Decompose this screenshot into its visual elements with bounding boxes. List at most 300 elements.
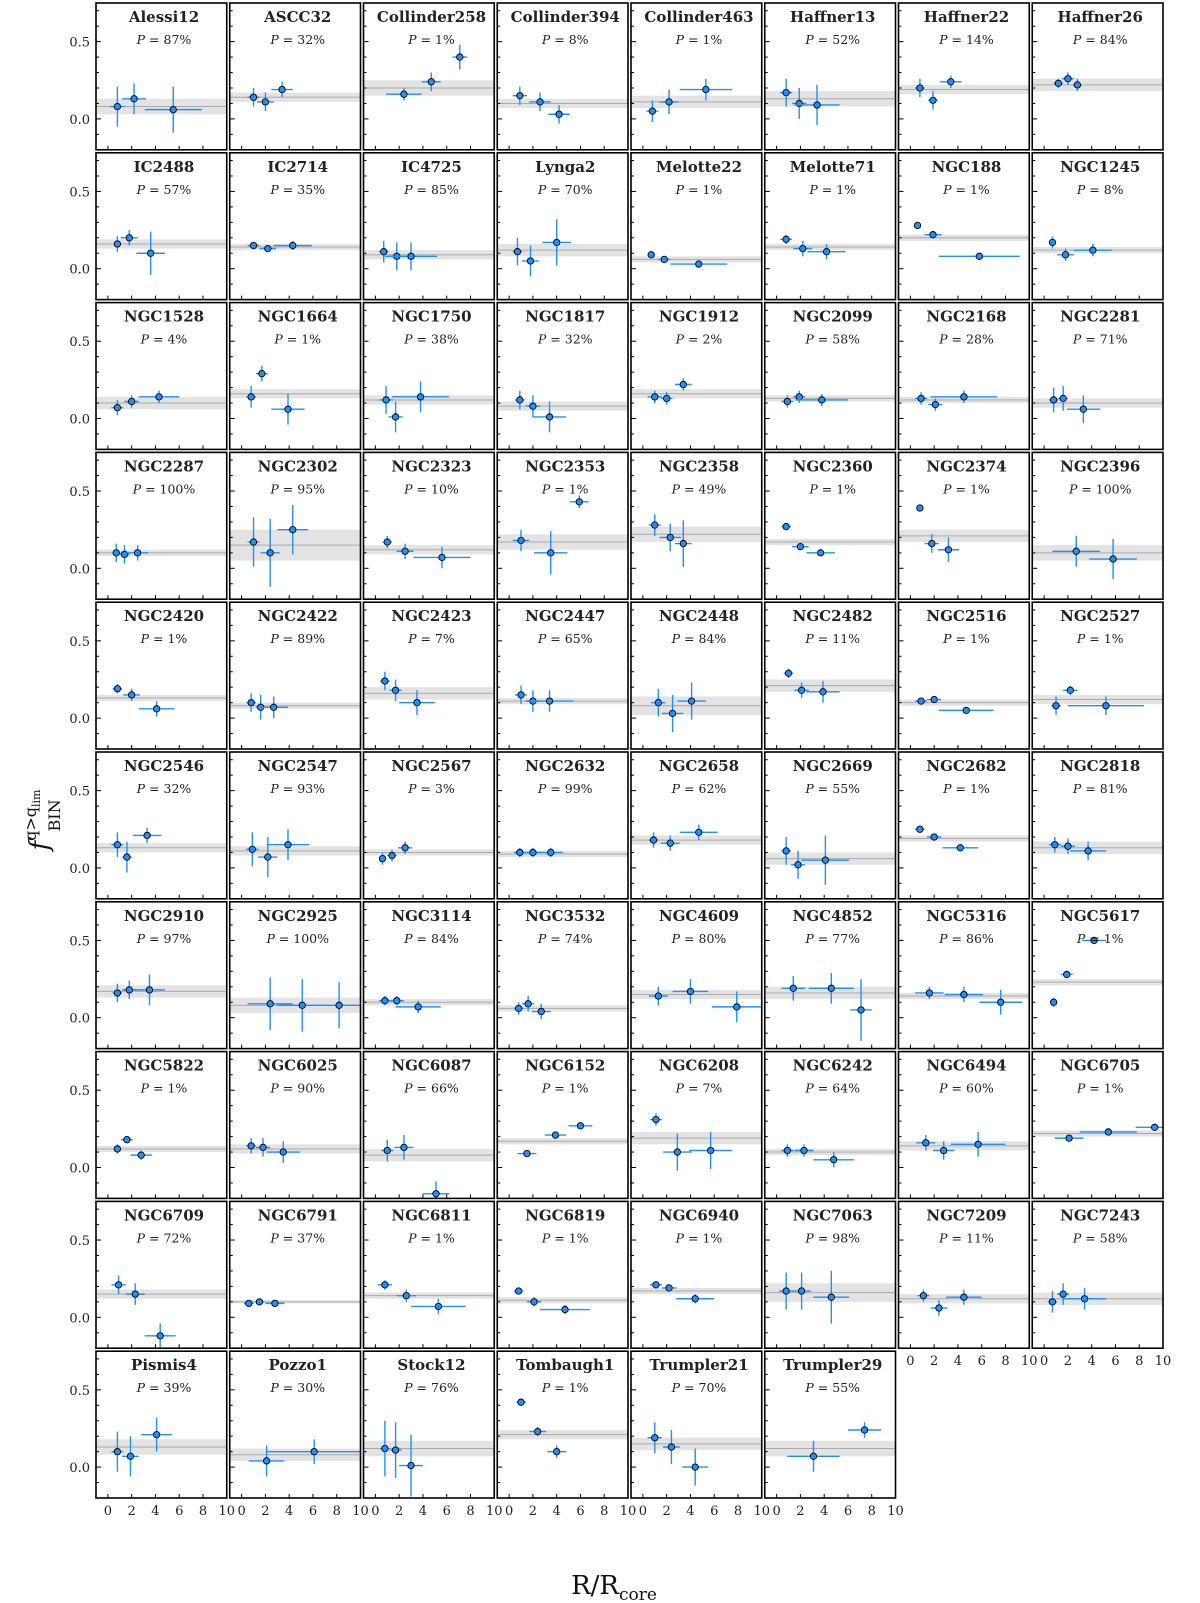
plot-area: [631, 514, 762, 567]
point-marker: [515, 1288, 521, 1294]
panel-alessi12: [69, 3, 226, 150]
point-marker: [114, 103, 120, 109]
point-marker: [556, 111, 562, 117]
point-marker: [256, 1299, 262, 1305]
point-marker: [917, 85, 923, 91]
data-point: [915, 826, 925, 832]
panel-ngc2527: [1032, 602, 1163, 749]
x-tick-label: 10: [218, 1504, 236, 1519]
plot-area: [364, 536, 495, 568]
data-point: [136, 232, 165, 275]
plot-area: [364, 381, 495, 432]
panel-title: NGC2818: [1060, 757, 1141, 775]
data-point: [1063, 1288, 1106, 1310]
panel-ngc7063: [765, 1201, 896, 1348]
plot-area: [765, 391, 896, 408]
point-marker: [392, 414, 398, 420]
plot-area: [96, 1136, 227, 1159]
data-point: [526, 395, 540, 417]
p-value: P = 66%: [404, 1080, 459, 1096]
point-marker: [797, 543, 803, 549]
panel-ngc1245: [1032, 153, 1163, 300]
point-marker: [517, 93, 523, 99]
data-point: [1049, 388, 1059, 413]
panel-title: NGC7063: [792, 1206, 873, 1225]
panel-ic2488: [69, 153, 226, 300]
point-marker: [250, 94, 256, 100]
x-tick-label: 6: [308, 1504, 318, 1519]
panel-collinder463: [631, 3, 762, 150]
p-value: P = 100%: [132, 481, 196, 497]
p-value: P = 1%: [675, 1230, 723, 1246]
data-point: [133, 828, 162, 843]
y-tick-label: 0.5: [69, 934, 90, 950]
point-marker: [548, 550, 554, 556]
plot-area: [631, 252, 762, 268]
point-marker: [861, 1427, 867, 1433]
point-marker: [384, 1147, 390, 1153]
data-point: [256, 1138, 270, 1157]
panel-ngc2099: [765, 303, 896, 450]
point-marker: [674, 1149, 680, 1155]
plot-area: [497, 219, 628, 276]
x-tick-label: 2: [261, 1504, 270, 1519]
x-tick-label: 6: [843, 1504, 853, 1519]
plot-area: [1032, 1124, 1173, 1141]
p-value: P = 84%: [1072, 32, 1128, 47]
data-point: [517, 1150, 536, 1156]
point-marker: [417, 394, 423, 400]
x-tick-label: 0: [906, 1354, 915, 1370]
plot-area: [364, 45, 495, 101]
point-marker: [830, 1157, 836, 1163]
point-marker: [917, 505, 923, 511]
data-point: [676, 1294, 714, 1303]
point-marker: [932, 401, 938, 407]
data-point: [1089, 539, 1137, 579]
p-value: P = 1%: [943, 781, 990, 796]
plot-area: [899, 76, 1030, 110]
plot-area: [364, 241, 495, 270]
panel-title: NGC4852: [792, 906, 873, 925]
x-tick-label: 0: [237, 1504, 246, 1519]
x-tick-label: 2: [528, 1504, 538, 1519]
y-tick-label: 0.0: [69, 412, 90, 428]
point-marker: [687, 988, 693, 994]
x-tick-label: 0: [638, 1504, 648, 1519]
plot-area: [230, 1299, 361, 1307]
point-marker: [688, 698, 694, 704]
point-marker: [114, 1448, 120, 1454]
panel-title: Melotte71: [789, 157, 876, 176]
plot-area: [1032, 386, 1163, 423]
x-tick-label: 6: [710, 1504, 719, 1519]
x-tick-label: 8: [600, 1504, 609, 1519]
point-marker: [783, 236, 789, 242]
data-point: [793, 241, 812, 256]
panel-title: NGC1664: [257, 307, 338, 326]
panel-title: NGC2420: [123, 607, 205, 626]
x-tick-label: 8: [1135, 1354, 1144, 1370]
point-marker: [392, 687, 398, 693]
panel-ngc6709: [69, 1201, 226, 1348]
point-marker: [401, 91, 407, 97]
data-point: [261, 519, 280, 587]
plot-area: [765, 835, 896, 884]
point-marker: [918, 395, 924, 401]
panel-ngc2168: [899, 303, 1030, 450]
panel-title: NGC2287: [123, 457, 205, 476]
point-marker: [957, 845, 963, 851]
plot-area: [631, 1113, 762, 1170]
panel-ngc1664: [230, 303, 361, 450]
point-marker: [272, 1300, 278, 1306]
plot-area: [899, 505, 1030, 562]
point-marker: [707, 1147, 713, 1153]
point-marker: [156, 394, 162, 400]
data-point: [806, 550, 835, 556]
plot-area: [765, 1422, 896, 1471]
p-value: P = 74%: [537, 930, 593, 946]
point-marker: [817, 550, 823, 556]
point-marker: [394, 997, 400, 1003]
point-marker: [248, 699, 254, 705]
panel-ic4725: [364, 153, 495, 300]
plot-area: [96, 544, 227, 564]
plot-area: [899, 987, 1030, 1015]
plot-area: [765, 1271, 896, 1324]
point-marker: [114, 1146, 120, 1152]
p-value: P = 11%: [805, 631, 861, 647]
point-marker: [1049, 1299, 1055, 1305]
point-marker: [926, 990, 932, 996]
point-marker: [783, 523, 789, 529]
point-marker: [514, 248, 520, 254]
point-marker: [146, 987, 152, 993]
plot-area: [631, 79, 762, 122]
point-marker: [524, 1150, 530, 1156]
data-point: [246, 693, 256, 712]
p-value: P = 1%: [943, 181, 990, 197]
panel-melotte71: [765, 153, 896, 300]
point-marker: [931, 834, 937, 840]
panel-ngc5617: [1032, 902, 1163, 1049]
point-marker: [433, 1191, 439, 1197]
p-value: P = 84%: [404, 930, 459, 946]
plot-area: [230, 978, 366, 1032]
panel-ngc2353: [497, 452, 628, 599]
data-point: [127, 545, 148, 560]
point-marker: [114, 842, 120, 848]
panel-title: NGC7243: [1060, 1206, 1141, 1225]
panel-ngc2281: [1032, 303, 1163, 450]
x-tick-label: 6: [442, 1504, 451, 1519]
panel-ngc6152: [497, 1052, 628, 1199]
panel-ngc2482: [765, 602, 896, 749]
data-point: [916, 505, 923, 511]
point-marker: [653, 1116, 659, 1122]
point-marker: [823, 248, 829, 254]
x-tick-label: 8: [1001, 1354, 1010, 1370]
p-value: P = 1%: [541, 1230, 589, 1246]
data-point: [392, 381, 449, 412]
point-marker: [801, 1147, 807, 1153]
panel-title: Collinder463: [644, 8, 754, 26]
x-tick-label: 4: [151, 1504, 160, 1519]
data-point: [547, 1445, 566, 1457]
point-marker: [457, 54, 463, 60]
plot-area: [96, 83, 227, 132]
panel-ngc2925: [230, 902, 366, 1049]
p-value: P = 87%: [136, 32, 192, 47]
p-value: P = 1%: [1076, 631, 1124, 647]
point-marker: [1060, 395, 1066, 401]
point-marker: [828, 985, 834, 991]
panel-title: NGC2516: [926, 607, 1007, 626]
data-point: [248, 88, 260, 107]
panel-title: NGC6242: [792, 1056, 873, 1075]
panel-title: Pismis4: [131, 1356, 197, 1375]
p-value: P = 1%: [1076, 930, 1124, 946]
plot-area: [899, 696, 1030, 713]
data-point: [113, 684, 123, 693]
data-point: [113, 544, 120, 563]
data-point: [453, 45, 467, 70]
p-value: P = 1%: [140, 631, 188, 647]
panel-ngc2422: [230, 602, 361, 749]
point-marker: [784, 1147, 790, 1153]
plot-area: [497, 86, 628, 123]
data-point: [121, 1136, 133, 1142]
x-tick-label: 10: [1154, 1354, 1172, 1370]
x-tick-label: 2: [1063, 1354, 1073, 1370]
point-marker: [127, 1453, 133, 1459]
point-marker: [655, 993, 661, 999]
panel-pozzo1: [230, 1351, 362, 1498]
panel-ngc2358: [631, 452, 762, 599]
data-point: [569, 1123, 593, 1129]
point-marker: [115, 1282, 121, 1288]
p-value: P = 1%: [408, 32, 455, 47]
p-value: P = 1%: [809, 481, 857, 497]
point-marker: [515, 1005, 521, 1011]
data-point: [134, 974, 165, 1005]
plot-area: [497, 848, 628, 857]
point-marker: [250, 242, 256, 248]
panel-ngc4852: [765, 902, 896, 1049]
point-marker: [553, 239, 559, 245]
point-marker: [131, 96, 137, 102]
data-point: [111, 832, 123, 857]
plot-area: [497, 686, 628, 712]
p-value: P = 1%: [675, 181, 723, 197]
x-tick-label: 4: [820, 1504, 829, 1519]
point-marker: [552, 1132, 558, 1138]
point-marker: [534, 1428, 540, 1434]
panel-ngc2567: [364, 752, 495, 899]
x-tick-label: 10: [753, 1504, 771, 1519]
point-marker: [1066, 1135, 1072, 1141]
point-marker: [114, 404, 120, 410]
point-marker: [1151, 1124, 1157, 1130]
panel-title: NGC3114: [391, 906, 472, 925]
data-point: [675, 378, 692, 390]
p-value: P = 70%: [537, 181, 593, 197]
point-marker: [680, 381, 686, 387]
point-marker: [527, 258, 533, 264]
panel-ngc2658: [631, 752, 762, 899]
plot-area: [1032, 686, 1163, 715]
p-value: P = 100%: [266, 930, 330, 946]
panel-ascc32: [230, 3, 361, 150]
point-marker: [389, 852, 395, 858]
x-tick-label: 4: [686, 1504, 695, 1519]
x-tick-label: 10: [619, 1504, 637, 1519]
point-marker: [279, 86, 285, 92]
point-marker: [649, 108, 655, 114]
point-marker: [147, 250, 153, 256]
panel-ngc6208: [631, 1052, 762, 1199]
point-marker: [810, 1453, 816, 1459]
panel-trumpler21: [631, 1351, 762, 1498]
panel-ngc2516: [899, 602, 1030, 749]
data-point: [780, 235, 792, 244]
panel-ngc1817: [497, 303, 628, 450]
panel-title: NGC5822: [123, 1056, 205, 1075]
panel-title: IC2714: [267, 157, 329, 176]
point-marker: [267, 550, 273, 556]
panel-ngc6494: [899, 1052, 1030, 1199]
panel-ngc6025: [230, 1052, 361, 1199]
point-marker: [692, 1464, 698, 1470]
point-marker: [795, 862, 801, 868]
panel-title: Alessi12: [128, 8, 200, 26]
data-point: [781, 523, 791, 529]
panel-ngc6705: [1032, 1052, 1173, 1199]
data-point: [663, 1430, 680, 1464]
x-tick-label: 0: [1039, 1354, 1049, 1370]
data-point: [813, 1271, 849, 1324]
point-marker: [402, 548, 408, 554]
panel-title: NGC1750: [391, 307, 472, 326]
point-marker: [918, 698, 924, 704]
point-marker: [1105, 1129, 1111, 1135]
p-value: P = 58%: [1072, 1230, 1128, 1246]
point-marker: [382, 1445, 388, 1451]
plot-area: [765, 973, 896, 1041]
panel-title: NGC2396: [1060, 457, 1141, 476]
p-value: P = 100%: [1068, 481, 1132, 497]
plot-area: [1032, 837, 1163, 860]
panel-ngc2302: [230, 452, 361, 599]
plot-area: [497, 996, 628, 1019]
point-marker: [1065, 843, 1071, 849]
x-tick-label: 4: [953, 1354, 963, 1370]
point-marker: [138, 1152, 144, 1158]
x-tick-label: 8: [466, 1504, 475, 1519]
point-marker: [530, 403, 536, 409]
plot-area: [765, 523, 896, 556]
data-point: [660, 90, 679, 115]
point-marker: [132, 1291, 138, 1297]
x-tick-label: 4: [418, 1504, 428, 1519]
y-tick-label: 0.5: [69, 1084, 90, 1100]
panel-ngc5316: [899, 902, 1030, 1049]
panel-ngc2546: [69, 752, 226, 899]
panel-tombaugh1: [497, 1351, 628, 1498]
p-value: P = 28%: [939, 331, 994, 347]
y-tick-label: 0.0: [69, 1311, 90, 1327]
panel-title: NGC2682: [926, 757, 1007, 775]
panel-title: NGC2099: [792, 307, 873, 326]
plot-area: [364, 1421, 495, 1497]
panel-title: NGC188: [931, 157, 1002, 176]
p-value: P = 49%: [671, 481, 727, 497]
p-value: P = 1%: [140, 1080, 188, 1096]
point-marker: [262, 99, 268, 105]
point-marker: [259, 370, 265, 376]
plot-area: [497, 496, 628, 575]
point-marker: [663, 395, 669, 401]
p-value: P = 8%: [541, 32, 589, 47]
panel-title: Stock12: [397, 1356, 466, 1375]
point-marker: [538, 1008, 544, 1014]
panel-ngc6242: [765, 1052, 896, 1199]
x-tick-label: 2: [930, 1354, 939, 1370]
panel-title: NGC2447: [525, 607, 606, 626]
point-marker: [648, 252, 654, 258]
data-point: [110, 86, 124, 126]
point-marker: [518, 537, 524, 543]
point-marker: [392, 1447, 398, 1453]
point-marker: [530, 849, 536, 855]
point-marker: [124, 1136, 130, 1142]
data-point: [385, 242, 437, 270]
panel-title: Collinder258: [376, 8, 487, 26]
point-marker: [408, 253, 414, 259]
point-marker: [976, 253, 982, 259]
point-marker: [1080, 406, 1086, 412]
panel-ngc2420: [69, 602, 226, 749]
p-value: P = 39%: [136, 1380, 192, 1396]
panel-title: NGC6709: [123, 1206, 205, 1225]
panel-title: ASCC32: [264, 8, 332, 26]
point-marker: [250, 539, 256, 545]
p-value: P = 8%: [1076, 181, 1124, 197]
point-marker: [290, 242, 296, 248]
point-marker: [1090, 247, 1096, 253]
panel-title: NGC2632: [525, 757, 606, 775]
y-tick-label: 0.0: [69, 262, 90, 278]
data-point: [915, 79, 925, 98]
point-marker: [1050, 397, 1056, 403]
panel-title: NGC2168: [926, 307, 1007, 326]
panel-title: NGC2353: [525, 457, 606, 476]
panel-ngc2360: [765, 452, 896, 599]
point-marker: [246, 1300, 252, 1306]
point-marker: [858, 1007, 864, 1013]
panel-collinder258: [364, 3, 495, 150]
p-value: P = 37%: [270, 1230, 326, 1246]
p-value: P = 99%: [537, 781, 593, 796]
panel-haffner13: [765, 3, 896, 150]
data-point: [514, 1002, 524, 1014]
panel-title: NGC2448: [658, 607, 740, 626]
panel-title: NGC1817: [525, 307, 606, 326]
point-marker: [668, 1444, 674, 1450]
plot-area: [364, 1280, 495, 1314]
p-value: P = 30%: [270, 1380, 326, 1396]
